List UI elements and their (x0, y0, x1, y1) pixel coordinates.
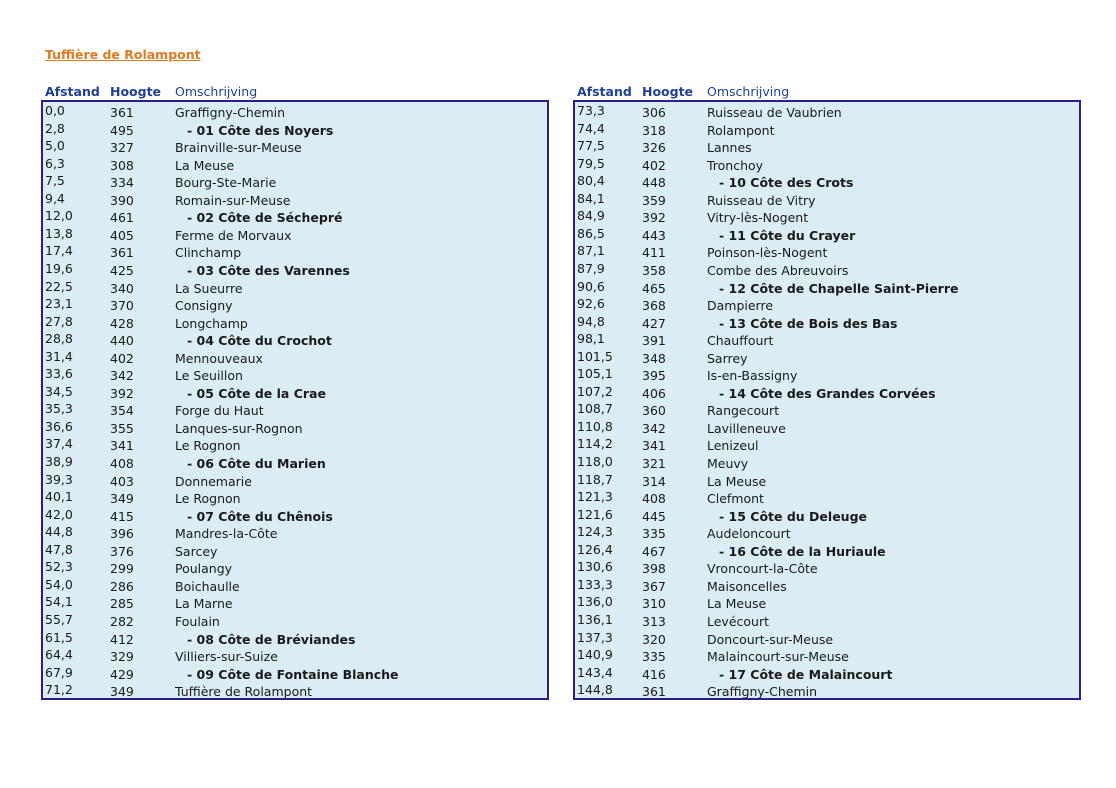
height-cell: 285 (110, 596, 134, 612)
table-row (575, 191, 1079, 209)
description-cell: Sarcey (175, 543, 218, 559)
description-cell: Vitry-lès-Nogent (707, 210, 809, 226)
distance-cell: 121,6 (577, 506, 613, 522)
height-cell: 398 (642, 561, 666, 577)
table-row (575, 296, 1079, 314)
table-row (43, 594, 547, 612)
table-row (575, 524, 1079, 542)
height-cell: 306 (642, 105, 666, 120)
height-cell: 318 (642, 122, 666, 138)
description-cell: Romain-sur-Meuse (175, 192, 291, 208)
table-row (43, 138, 547, 156)
description-cell: Doncourt-sur-Meuse (707, 631, 834, 647)
description-cell: Mennouveaux (175, 350, 263, 366)
height-cell: 326 (642, 140, 666, 156)
distance-cell: 133,3 (577, 576, 613, 592)
height-cell: 445 (642, 508, 666, 524)
climb-row (575, 665, 1079, 683)
table-row (43, 349, 547, 367)
table-row (43, 436, 547, 454)
description-cell: Ferme de Morvaux (175, 227, 292, 243)
table-row (43, 314, 547, 332)
description-cell: Foulain (175, 613, 220, 629)
height-cell: 335 (642, 649, 666, 665)
description-cell: - 15 Côte du Deleuge (719, 508, 867, 524)
right-table-header (577, 84, 1082, 100)
distance-cell: 77,5 (577, 138, 605, 154)
table-row (43, 279, 547, 297)
height-cell: 349 (110, 491, 134, 507)
table-row (43, 542, 547, 560)
description-cell: Forge du Haut (175, 403, 264, 419)
distance-cell: 33,6 (45, 366, 73, 382)
distance-cell: 84,1 (577, 190, 605, 206)
distance-cell: 5,0 (45, 138, 65, 154)
height-cell: 395 (642, 368, 666, 384)
distance-cell: 12,0 (45, 208, 73, 224)
climb-row (43, 630, 547, 648)
distance-cell: 79,5 (577, 155, 605, 171)
description-cell: Combe des Abreuvoirs (707, 262, 849, 278)
height-cell: 340 (110, 280, 134, 296)
description-cell: - 04 Côte du Crochot (187, 333, 332, 349)
distance-cell: 54,1 (45, 594, 73, 610)
description-cell: Clefmont (707, 491, 764, 507)
distance-cell: 140,9 (577, 647, 613, 663)
climb-row (575, 384, 1079, 402)
height-cell: 320 (642, 631, 666, 647)
table-row (575, 121, 1079, 139)
description-cell: Vroncourt-la-Côte (707, 561, 818, 577)
height-cell: 313 (642, 613, 666, 629)
description-cell: Dampierre (707, 298, 774, 314)
height-cell: 412 (110, 631, 134, 647)
height-cell: 329 (110, 649, 134, 665)
description-cell: Clinchamp (175, 245, 242, 261)
distance-cell: 143,4 (577, 664, 613, 680)
description-cell: Tuffière de Rolampont (175, 684, 313, 700)
table-row (43, 103, 547, 121)
description-cell: Donnemarie (175, 473, 252, 489)
description-cell: Audeloncourt (707, 526, 791, 542)
climb-row (43, 384, 547, 402)
height-cell: 402 (110, 350, 134, 366)
height-cell: 429 (110, 666, 134, 682)
table-row (43, 559, 547, 577)
table-row (575, 612, 1079, 630)
height-cell: 334 (110, 175, 134, 191)
distance-cell: 87,1 (577, 243, 605, 259)
description-cell: - 07 Côte du Chênois (187, 508, 333, 524)
description-cell: Sarrey (707, 350, 748, 366)
table-row (43, 524, 547, 542)
description-cell: Levécourt (707, 613, 770, 629)
description-cell: - 03 Côte des Varennes (187, 262, 350, 278)
table-row (575, 331, 1079, 349)
table-row (575, 401, 1079, 419)
table-row (43, 489, 547, 507)
distance-cell: 13,8 (45, 225, 73, 241)
description-cell: Poinson-lès-Nogent (707, 245, 828, 261)
height-cell: 461 (110, 210, 134, 226)
route-title: Tuffière de Rolampont (45, 47, 201, 62)
distance-cell: 137,3 (577, 629, 613, 645)
distance-cell: 39,3 (45, 471, 73, 487)
height-cell: 360 (642, 403, 666, 419)
description-cell: - 08 Côte de Bréviandes (187, 631, 356, 647)
distance-cell: 42,0 (45, 506, 73, 522)
distance-cell: 108,7 (577, 401, 613, 417)
distance-cell: 73,3 (577, 103, 605, 118)
distance-cell: 130,6 (577, 559, 613, 575)
distance-cell: 38,9 (45, 454, 73, 469)
distance-cell: 47,8 (45, 541, 73, 557)
table-row (43, 612, 547, 630)
climb-row (43, 208, 547, 226)
height-cell: 443 (642, 227, 666, 243)
description-cell: Le Rognon (175, 438, 241, 454)
climb-row (43, 454, 547, 472)
climb-row (43, 331, 547, 349)
height-cell: 467 (642, 543, 666, 559)
distance-cell: 94,8 (577, 313, 605, 329)
table-row (575, 208, 1079, 226)
description-cell: Lenizeul (707, 438, 759, 454)
table-row (575, 243, 1079, 261)
table-row (43, 243, 547, 261)
distance-cell: 31,4 (45, 348, 73, 364)
distance-cell: 118,7 (577, 471, 613, 487)
climb-row (575, 226, 1079, 244)
distance-cell: 87,9 (577, 260, 605, 276)
height-cell: 286 (110, 578, 134, 594)
climb-row (575, 542, 1079, 560)
distance-cell: 98,1 (577, 331, 605, 347)
height-cell: 396 (110, 526, 134, 542)
table-row (575, 630, 1079, 648)
distance-cell: 22,5 (45, 278, 73, 294)
table-row (575, 682, 1079, 700)
description-cell: Tronchoy (707, 157, 764, 173)
height-cell: 370 (110, 298, 134, 314)
description-cell: Ruisseau de Vitry (707, 192, 816, 208)
table-row (575, 454, 1079, 472)
height-cell: 310 (642, 596, 666, 612)
description-cell: - 11 Côte du Crayer (719, 227, 856, 243)
distance-cell: 114,2 (577, 436, 613, 452)
description-cell: La Sueurre (175, 280, 243, 296)
description-cell: Le Seuillon (175, 368, 243, 384)
distance-cell: 17,4 (45, 243, 73, 259)
description-cell: Lanques-sur-Rognon (175, 420, 303, 436)
description-cell: Lavilleneuve (707, 420, 786, 436)
height-cell: 358 (642, 262, 666, 278)
header-height: Hoogte (642, 84, 694, 99)
description-cell: - 01 Côte des Noyers (187, 122, 334, 138)
description-cell: Meuvy (707, 456, 749, 471)
description-cell: Brainville-sur-Meuse (175, 140, 302, 156)
height-cell: 341 (110, 438, 134, 454)
distance-cell: 37,4 (45, 436, 73, 452)
height-cell: 367 (642, 578, 666, 594)
description-cell: Bourg-Ste-Marie (175, 175, 277, 191)
height-cell: 341 (642, 438, 666, 454)
distance-cell: 2,8 (45, 120, 65, 136)
description-cell: Rolampont (707, 122, 775, 138)
distance-cell: 28,8 (45, 331, 73, 347)
table-row (575, 261, 1079, 279)
distance-cell: 9,4 (45, 190, 65, 206)
height-cell: 355 (110, 420, 134, 436)
header-description: Omschrijving (707, 84, 790, 99)
height-cell: 408 (110, 456, 134, 471)
distance-cell: 110,8 (577, 418, 613, 434)
table-row (575, 419, 1079, 437)
distance-cell: 34,5 (45, 383, 73, 399)
table-row (575, 472, 1079, 490)
distance-cell: 23,1 (45, 296, 73, 312)
description-cell: Rangecourt (707, 403, 780, 419)
header-description: Omschrijving (175, 84, 258, 99)
description-cell: Longchamp (175, 315, 248, 331)
table-row (575, 156, 1079, 174)
description-cell: Graffigny-Chemin (707, 684, 818, 700)
description-cell: Mandres-la-Côte (175, 526, 278, 542)
table-row (43, 401, 547, 419)
height-cell: 308 (110, 157, 134, 173)
height-cell: 342 (642, 420, 666, 436)
description-cell: - 10 Côte des Crots (719, 175, 854, 191)
left-route-table (41, 100, 549, 700)
height-cell: 402 (642, 157, 666, 173)
table-row (43, 419, 547, 437)
height-cell: 392 (110, 385, 134, 401)
height-cell: 408 (642, 491, 666, 507)
description-cell: - 13 Côte de Bois des Bas (719, 315, 898, 331)
table-row (575, 138, 1079, 156)
height-cell: 411 (642, 245, 666, 261)
height-cell: 354 (110, 403, 134, 419)
height-cell: 427 (642, 315, 666, 331)
climb-row (575, 279, 1079, 297)
height-cell: 314 (642, 473, 666, 489)
description-cell: - 17 Côte de Malaincourt (719, 666, 893, 682)
height-cell: 361 (642, 684, 666, 700)
table-row (43, 366, 547, 384)
distance-cell: 90,6 (577, 278, 605, 294)
distance-cell: 118,0 (577, 454, 613, 469)
description-cell: Consigny (175, 298, 233, 314)
description-cell: La Meuse (707, 473, 767, 489)
distance-cell: 64,4 (45, 647, 73, 663)
description-cell: - 16 Côte de la Huriaule (719, 543, 886, 559)
table-row (43, 173, 547, 191)
table-row (43, 296, 547, 314)
distance-cell: 61,5 (45, 629, 73, 645)
left-table-header (45, 84, 550, 100)
height-cell: 415 (110, 508, 134, 524)
distance-cell: 6,3 (45, 155, 65, 171)
height-cell: 391 (642, 333, 666, 349)
climb-row (43, 121, 547, 139)
distance-cell: 80,4 (577, 173, 605, 189)
height-cell: 392 (642, 210, 666, 226)
table-row (43, 226, 547, 244)
height-cell: 440 (110, 333, 134, 349)
distance-cell: 107,2 (577, 383, 613, 399)
distance-cell: 136,0 (577, 594, 613, 610)
header-distance: Afstand (577, 84, 632, 99)
height-cell: 416 (642, 666, 666, 682)
description-cell: - 09 Côte de Fontaine Blanche (187, 666, 399, 682)
distance-cell: 105,1 (577, 366, 613, 382)
height-cell: 405 (110, 227, 134, 243)
table-row (575, 594, 1079, 612)
description-cell: Malaincourt-sur-Meuse (707, 649, 849, 665)
height-cell: 361 (110, 105, 134, 120)
description-cell: Villiers-sur-Suize (175, 649, 278, 665)
height-cell: 406 (642, 385, 666, 401)
height-cell: 390 (110, 192, 134, 208)
distance-cell: 136,1 (577, 611, 613, 627)
description-cell: La Marne (175, 596, 233, 612)
distance-cell: 124,3 (577, 524, 613, 540)
description-cell: La Meuse (707, 596, 767, 612)
distance-cell: 55,7 (45, 611, 73, 627)
description-cell: Chauffourt (707, 333, 774, 349)
description-cell: Poulangy (175, 561, 233, 577)
distance-cell: 36,6 (45, 418, 73, 434)
distance-cell: 121,3 (577, 489, 613, 505)
height-cell: 361 (110, 245, 134, 261)
description-cell: La Meuse (175, 157, 235, 173)
distance-cell: 54,0 (45, 576, 73, 592)
table-row (43, 472, 547, 490)
description-cell: - 02 Côte de Séchepré (187, 210, 343, 226)
description-cell: Graffigny-Chemin (175, 105, 286, 120)
height-cell: 335 (642, 526, 666, 542)
height-cell: 327 (110, 140, 134, 156)
description-cell: - 12 Côte de Chapelle Saint-Pierre (719, 280, 959, 296)
height-cell: 348 (642, 350, 666, 366)
description-cell: - 14 Côte des Grandes Corvées (719, 385, 936, 401)
height-cell: 403 (110, 473, 134, 489)
distance-cell: 35,3 (45, 401, 73, 417)
distance-cell: 52,3 (45, 559, 73, 575)
header-distance: Afstand (45, 84, 100, 99)
table-row (575, 103, 1079, 121)
distance-cell: 144,8 (577, 682, 613, 698)
climb-row (43, 665, 547, 683)
description-cell: Is-en-Bassigny (707, 368, 798, 384)
description-cell: - 06 Côte du Marien (187, 456, 326, 471)
description-cell: - 05 Côte de la Crae (187, 385, 326, 401)
height-cell: 321 (642, 456, 666, 471)
description-cell: Ruisseau de Vaubrien (707, 105, 842, 120)
table-row (43, 191, 547, 209)
height-cell: 465 (642, 280, 666, 296)
table-row (43, 156, 547, 174)
table-row (575, 366, 1079, 384)
distance-cell: 71,2 (45, 682, 73, 698)
climb-row (43, 507, 547, 525)
height-cell: 425 (110, 262, 134, 278)
height-cell: 368 (642, 298, 666, 314)
right-route-table (573, 100, 1081, 700)
description-cell: Boichaulle (175, 578, 240, 594)
height-cell: 359 (642, 192, 666, 208)
distance-cell: 40,1 (45, 489, 73, 505)
table-row (575, 436, 1079, 454)
height-cell: 495 (110, 122, 134, 138)
distance-cell: 67,9 (45, 664, 73, 680)
table-row (575, 559, 1079, 577)
height-cell: 299 (110, 561, 134, 577)
table-row (575, 349, 1079, 367)
distance-cell: 126,4 (577, 541, 613, 557)
table-row (575, 489, 1079, 507)
table-row (43, 647, 547, 665)
climb-row (575, 173, 1079, 191)
distance-cell: 19,6 (45, 260, 73, 276)
distance-cell: 0,0 (45, 103, 65, 118)
height-cell: 349 (110, 684, 134, 700)
distance-cell: 92,6 (577, 296, 605, 312)
description-cell: Lannes (707, 140, 752, 156)
climb-row (575, 314, 1079, 332)
description-cell: Le Rognon (175, 491, 241, 507)
height-cell: 342 (110, 368, 134, 384)
distance-cell: 44,8 (45, 524, 73, 540)
height-cell: 448 (642, 175, 666, 191)
height-cell: 376 (110, 543, 134, 559)
header-height: Hoogte (110, 84, 162, 99)
table-row (575, 577, 1079, 595)
height-cell: 282 (110, 613, 134, 629)
climb-row (575, 507, 1079, 525)
height-cell: 428 (110, 315, 134, 331)
description-cell: Maisoncelles (707, 578, 787, 594)
distance-cell: 84,9 (577, 208, 605, 224)
distance-cell: 27,8 (45, 313, 73, 329)
distance-cell: 101,5 (577, 348, 613, 364)
distance-cell: 7,5 (45, 173, 65, 189)
table-row (575, 647, 1079, 665)
climb-row (43, 261, 547, 279)
table-row (43, 682, 547, 700)
distance-cell: 86,5 (577, 225, 605, 241)
table-row (43, 577, 547, 595)
distance-cell: 74,4 (577, 120, 605, 136)
